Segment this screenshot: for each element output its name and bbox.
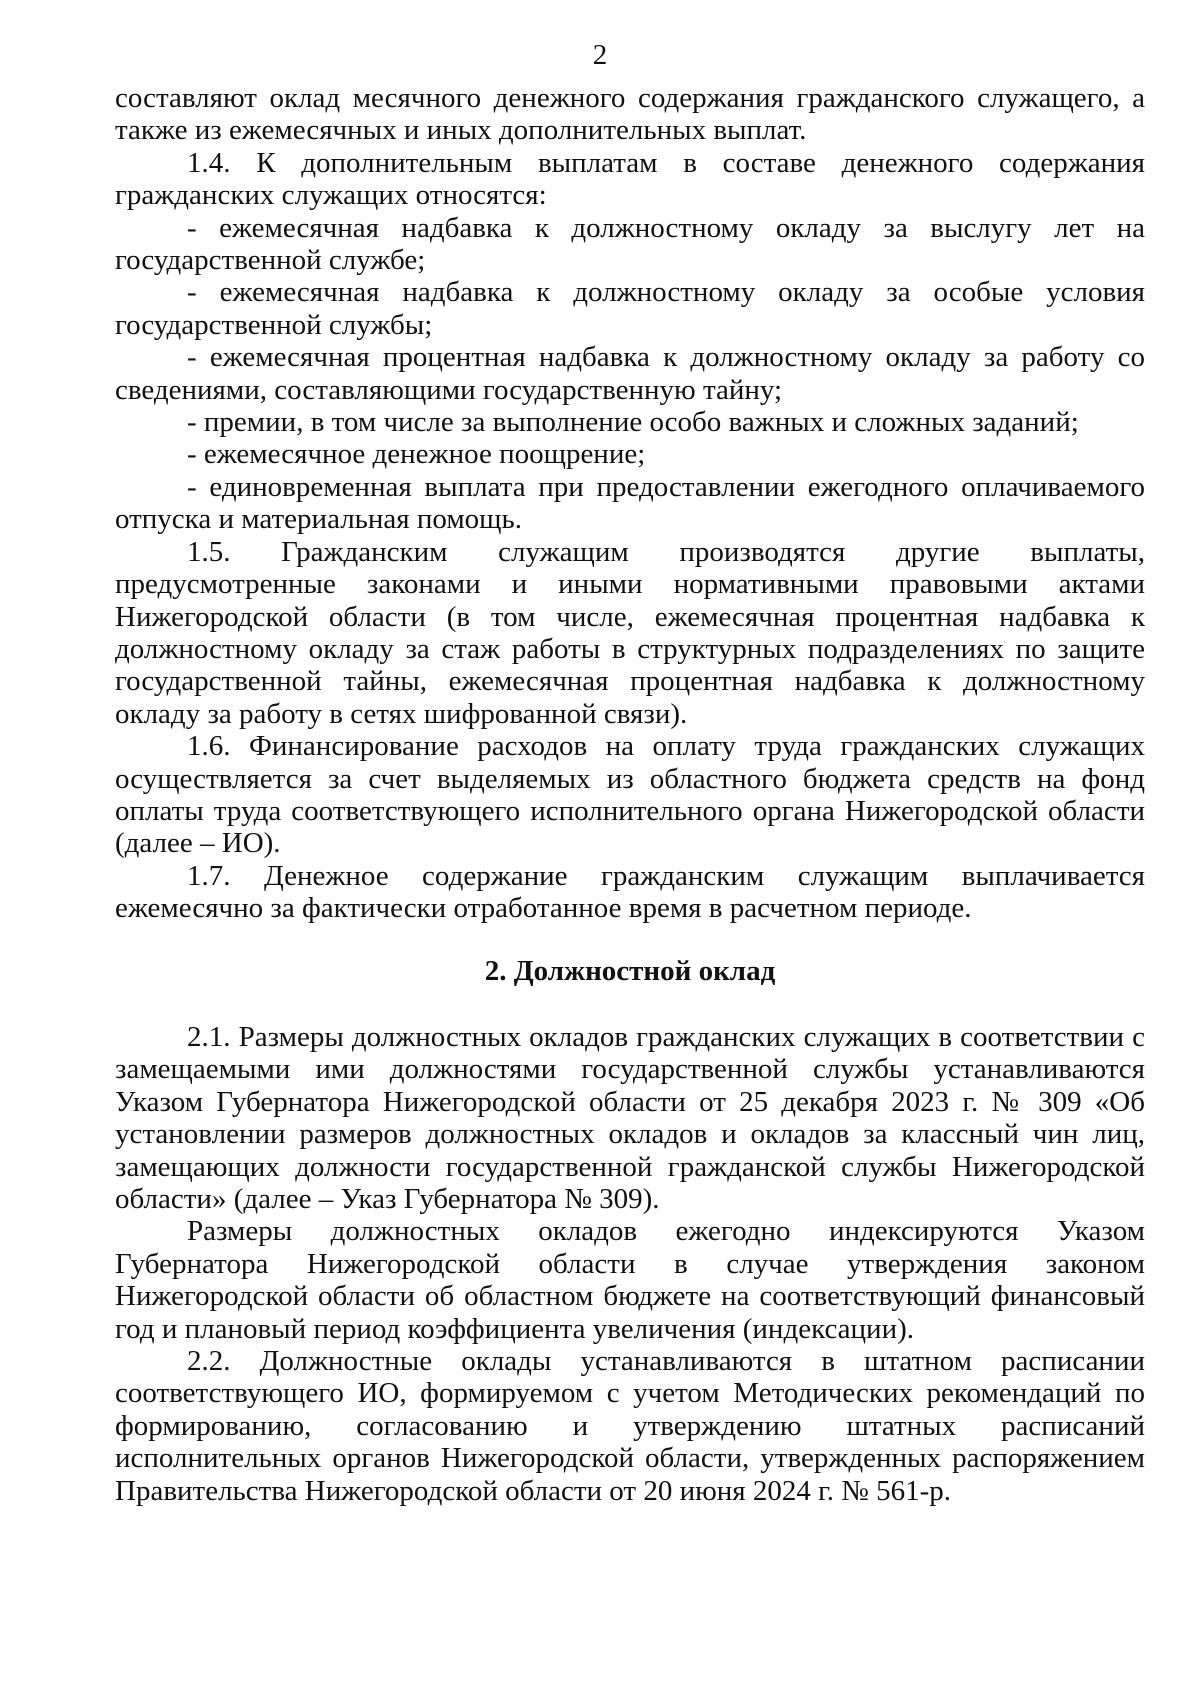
section-2-heading: 2. Должностной оклад [484, 954, 776, 987]
list-item-monthly-incentive: - ежемесячное денежное поощрение; [187, 438, 646, 471]
paragraph-1-7: 1.7. Денежное содержание гражданским служащим выплачивается ежемесячно за фактически отработанное время в расчетном периоде. [115, 859, 1145, 925]
paragraph-1-5: 1.5. Гражданским служащим производятся другие выплаты, предусмотренные законами и иными нормативными правовыми актами Нижегородской области (в том числе, ежемесячная процентная надбавка к должностному окладу за стаж работы в структурных подразделениях по защите государственной тайны, ежемесячная процентная надбавка к должностному окладу за работу в сетях шифрованной связи). [115, 535, 1145, 730]
document-body [115, 82, 1145, 1507]
paragraph-1-6: 1.6. Финансирование расходов на оплату труда гражданских служащих осуществляется за счет выделяемых из областного бюджета средств на фонд оплаты труда соответствующего исполнительного органа Нижегородской области (далее – ИО). [115, 730, 1145, 860]
list-item-special-conditions-allowance: - ежемесячная надбавка к должностному окладу за особые условия государственной службы; [115, 276, 1145, 341]
paragraph-1-4: 1.4. К дополнительным выплатам в составе денежного содержания гражданских служащих относятся: [115, 146, 1145, 212]
list-item-seniority-allowance: - ежемесячная надбавка к должностному окладу за выслугу лет на государственной службе; [115, 211, 1145, 277]
list-item-vacation-payment: - единовременная выплата при предоставлении ежегодного оплачиваемого отпуска и материальная помощь. [115, 470, 1145, 536]
paragraph-indexation: Размеры должностных окладов ежегодно индексируются Указом Губернатора Нижегородской области в случае утверждения законом Нижегородской области об областном бюджете на соответствующий финансовый год и плановый период коэффициента увеличения (индексации). [115, 1215, 1145, 1345]
paragraph-2-1: 2.1. Размеры должностных окладов гражданских служащих в соответствии с замещаемыми ими должностями государственной службы устанавливаются Указом Губернатора Нижегородской области от 25 декабря 2023 г. № 309 «Об установлении размеров должностных окладов и окладов за классный чин лиц, замещающих должности государственной гражданской службы Нижегородской области» (далее – Указ Губернатора № 309). [115, 1020, 1145, 1215]
list-item-state-secret-allowance: - ежемесячная процентная надбавка к должностному окладу за работу со сведениями, составляющими государственную тайну; [115, 341, 1145, 406]
paragraph-2-2: 2.2. Должностные оклады устанавливаются в штатном расписании соответствующего ИО, формируемом с учетом Методических рекомендаций по формированию, согласованию и утверждению штатных расписаний исполнительных органов Нижегородской области, утвержденных распоряжением Правительства Нижегородской области от 20 июня 2024 г. № 561-р. [115, 1345, 1145, 1507]
list-item-bonuses: - премии, в том числе за выполнение особо важных и сложных заданий; [187, 406, 1079, 439]
paragraph-continuation: составляют оклад месячного денежного содержания гражданского служащего, а также из ежемесячных и иных дополнительных выплат. [115, 82, 1145, 147]
page-number: 2 [592, 39, 608, 71]
